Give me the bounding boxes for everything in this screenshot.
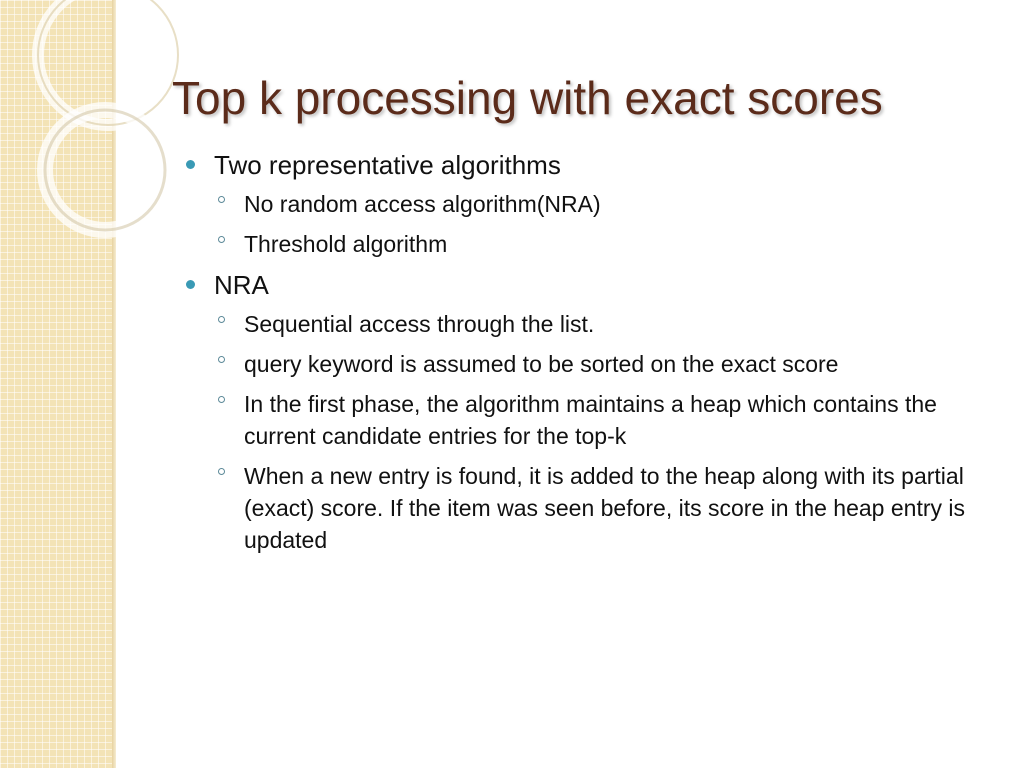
list-item: [214, 188, 986, 220]
list-item: [214, 460, 986, 556]
list-item: [186, 148, 986, 260]
bullet-list: [186, 148, 986, 556]
sub-bullet-text: query keyword is assumed to be sorted on the exact score: [244, 351, 839, 377]
bullet-text: Two representative algorithms: [214, 150, 561, 180]
hollow-circle-bullet-icon: [218, 236, 225, 243]
sub-bullet-text: Sequential access through the list.: [244, 311, 595, 337]
list-item: [214, 308, 986, 340]
sub-bullet-list: [214, 308, 986, 556]
sub-bullet-text: When a new entry is found, it is added to the heap along with its partial (exact) score. If the item was seen before, its score in the heap entry is updated: [244, 463, 965, 553]
sub-bullet-text: In the first phase, the algorithm maintains a heap which contains the current candidate entries for the top-k: [244, 391, 937, 449]
hollow-circle-bullet-icon: [218, 396, 225, 403]
hollow-circle-bullet-icon: [218, 316, 225, 323]
decorative-side-panel: [0, 0, 112, 768]
sub-bullet-text: No random access algorithm(NRA): [244, 191, 601, 217]
side-panel-edge: [112, 0, 116, 768]
list-item: [214, 388, 986, 452]
filled-circle-bullet-icon: [186, 160, 195, 169]
sub-bullet-list: [214, 188, 986, 260]
hollow-circle-bullet-icon: [218, 196, 225, 203]
hollow-circle-bullet-icon: [218, 356, 225, 363]
list-item: [214, 228, 986, 260]
list-item: [186, 268, 986, 556]
slide-content: [186, 148, 986, 564]
list-item: [214, 348, 986, 380]
bullet-text: NRA: [214, 270, 269, 300]
filled-circle-bullet-icon: [186, 280, 195, 289]
hollow-circle-bullet-icon: [218, 468, 225, 475]
sub-bullet-text: Threshold algorithm: [244, 231, 448, 257]
slide-title: Top k processing with exact scores: [172, 72, 883, 124]
